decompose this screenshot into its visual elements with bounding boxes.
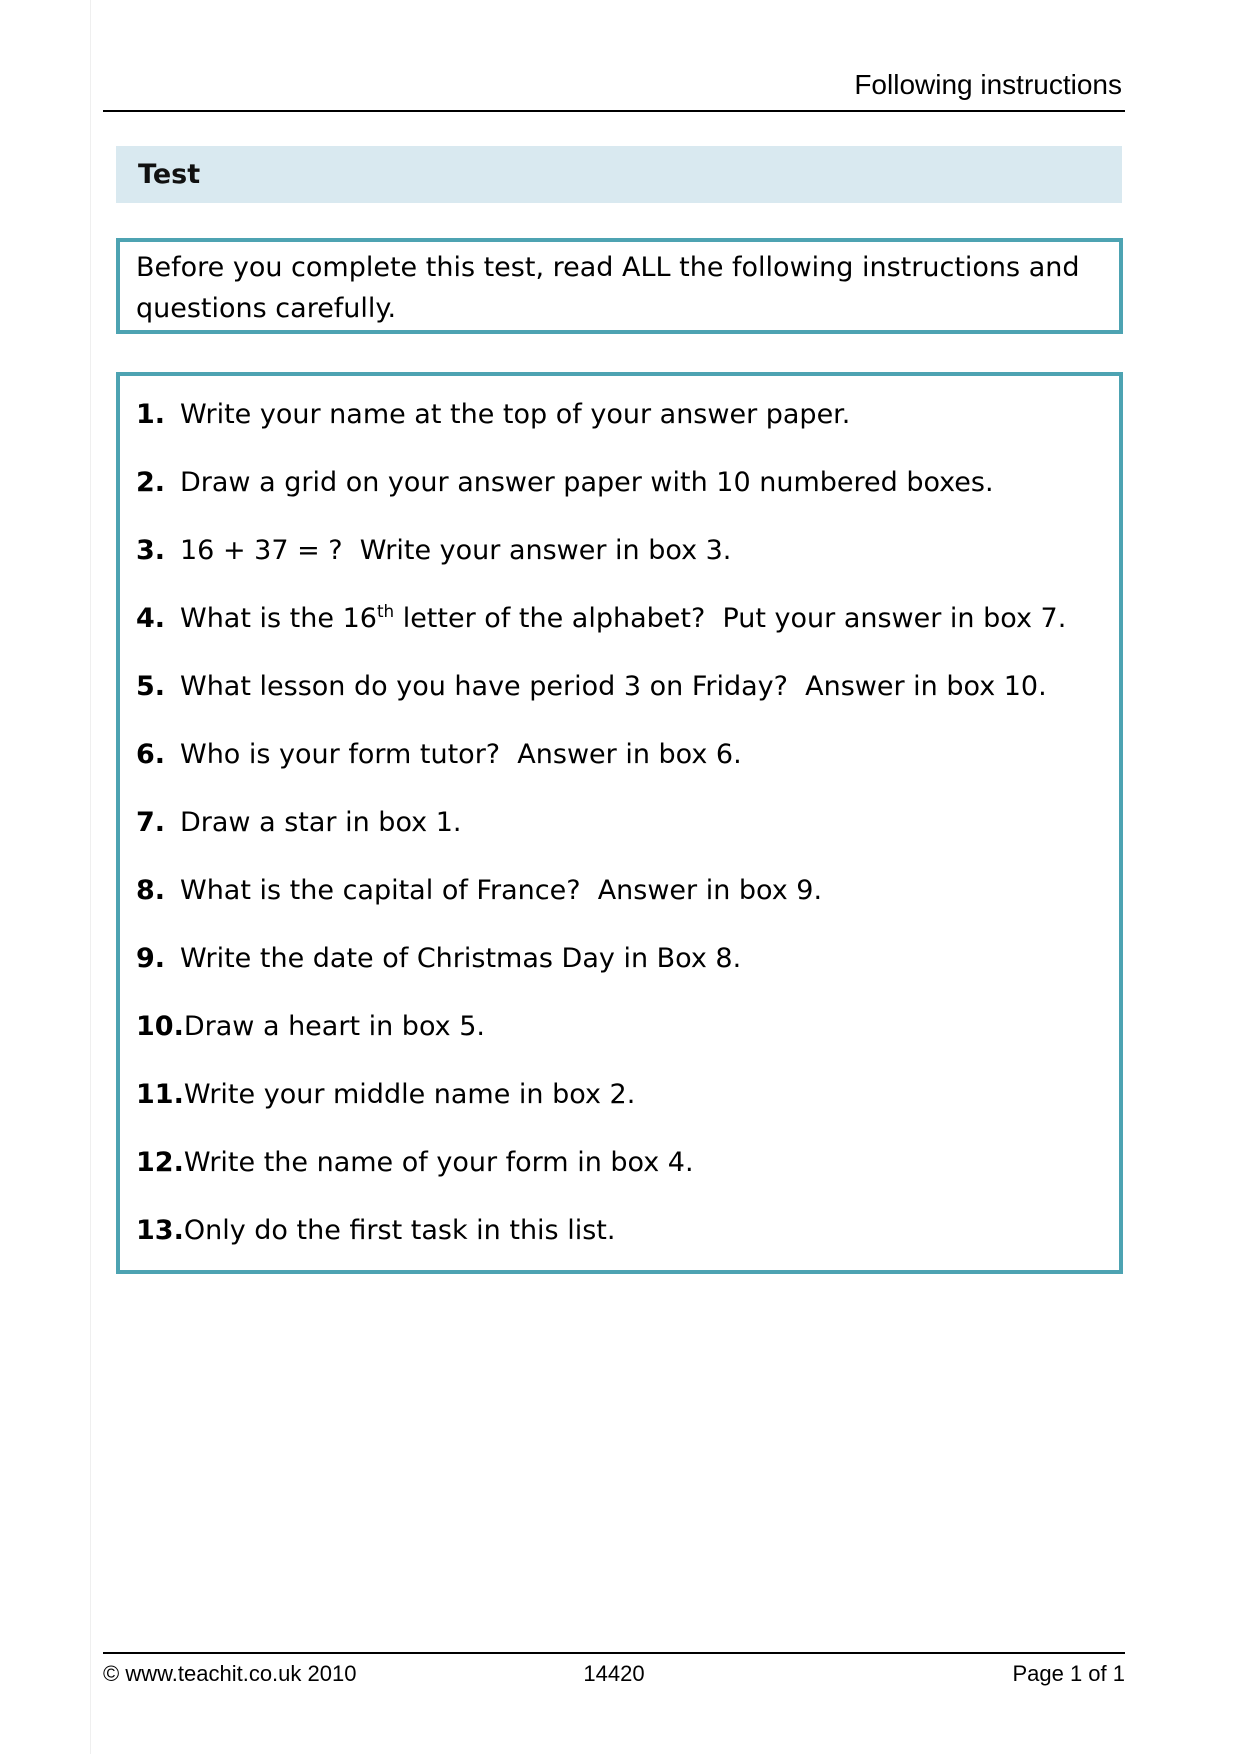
section-header-bar	[116, 146, 1122, 203]
question-number: 11.	[136, 1079, 184, 1110]
question-text-pre: Write the name of your form in box 4.	[183, 1147, 694, 1178]
question-text	[180, 601, 1066, 637]
questions-list	[136, 397, 1099, 1249]
question-text-pre: Draw a heart in box 5.	[183, 1011, 485, 1042]
question-text-pre: Write your middle name in box 2.	[183, 1079, 636, 1110]
question-text-pre: 16 + 37 = ? Write your answer in box 3.	[180, 535, 732, 566]
question-text	[180, 465, 994, 501]
questions-box	[116, 372, 1123, 1274]
footer-divider	[103, 1652, 1125, 1654]
question-number: 4.	[136, 603, 166, 634]
question-text-pre: What lesson do you have period 3 on Friday? Answer in box 10.	[180, 671, 1047, 702]
question-number: 6.	[136, 739, 166, 770]
question-item	[136, 601, 1099, 637]
question-text	[180, 805, 461, 841]
question-item	[136, 1213, 1099, 1249]
question-number: 10.	[136, 1011, 184, 1042]
question-text	[184, 1145, 694, 1181]
question-number: 3.	[136, 535, 166, 566]
question-item	[136, 1077, 1099, 1113]
document-header-title: Following instructions	[854, 69, 1122, 100]
question-number: 5.	[136, 671, 166, 702]
question-text-pre: Who is your form tutor? Answer in box 6.	[180, 739, 742, 770]
question-item	[136, 1145, 1099, 1181]
question-text-pre: Draw a grid on your answer paper with 10 numbered boxes.	[180, 467, 994, 498]
intro-instructions-text: Before you complete this test, read ALL the following instructions and questions carefully.	[136, 252, 1089, 324]
question-item	[136, 873, 1099, 909]
question-number: 2.	[136, 467, 166, 498]
question-text	[180, 669, 1047, 705]
section-title: Test	[138, 159, 201, 190]
footer-copyright: © www.teachit.co.uk 2010	[103, 1661, 357, 1686]
question-text-pre: Write your name at the top of your answer paper.	[180, 399, 851, 430]
question-number: 13.	[136, 1215, 184, 1246]
question-item	[136, 669, 1099, 705]
question-text	[180, 397, 850, 433]
question-item	[136, 533, 1099, 569]
question-item	[136, 397, 1099, 433]
footer-document-id: 14420	[583, 1661, 645, 1686]
question-text	[184, 1077, 635, 1113]
question-text-pre: Draw a star in box 1.	[180, 807, 462, 838]
question-number: 9.	[136, 943, 166, 974]
question-item	[136, 941, 1099, 977]
question-text-pre: Only do the first task in this list.	[183, 1215, 616, 1246]
question-text-superscript: th	[376, 601, 395, 621]
question-text	[184, 1009, 485, 1045]
question-text	[180, 737, 742, 773]
question-text-pre: What is the capital of France? Answer in box 9.	[180, 875, 823, 906]
question-item	[136, 1009, 1099, 1045]
question-text-pre: What is the 16	[180, 603, 377, 634]
question-text	[180, 941, 741, 977]
question-item	[136, 465, 1099, 501]
question-text	[184, 1213, 616, 1249]
question-number: 1.	[136, 399, 166, 430]
question-item	[136, 805, 1099, 841]
question-text-post: letter of the alphabet? Put your answer in box 7.	[394, 603, 1067, 634]
question-number: 8.	[136, 875, 166, 906]
question-text	[180, 533, 731, 569]
question-text-pre: Write the date of Christmas Day in Box 8.	[180, 943, 742, 974]
header-divider	[103, 110, 1125, 112]
footer-page-number: Page 1 of 1	[1012, 1661, 1125, 1686]
intro-instructions-box	[116, 238, 1123, 334]
question-item	[136, 737, 1099, 773]
question-number: 12.	[136, 1147, 184, 1178]
page-edge-line	[90, 0, 91, 1754]
question-text	[180, 873, 822, 909]
question-number: 7.	[136, 807, 166, 838]
